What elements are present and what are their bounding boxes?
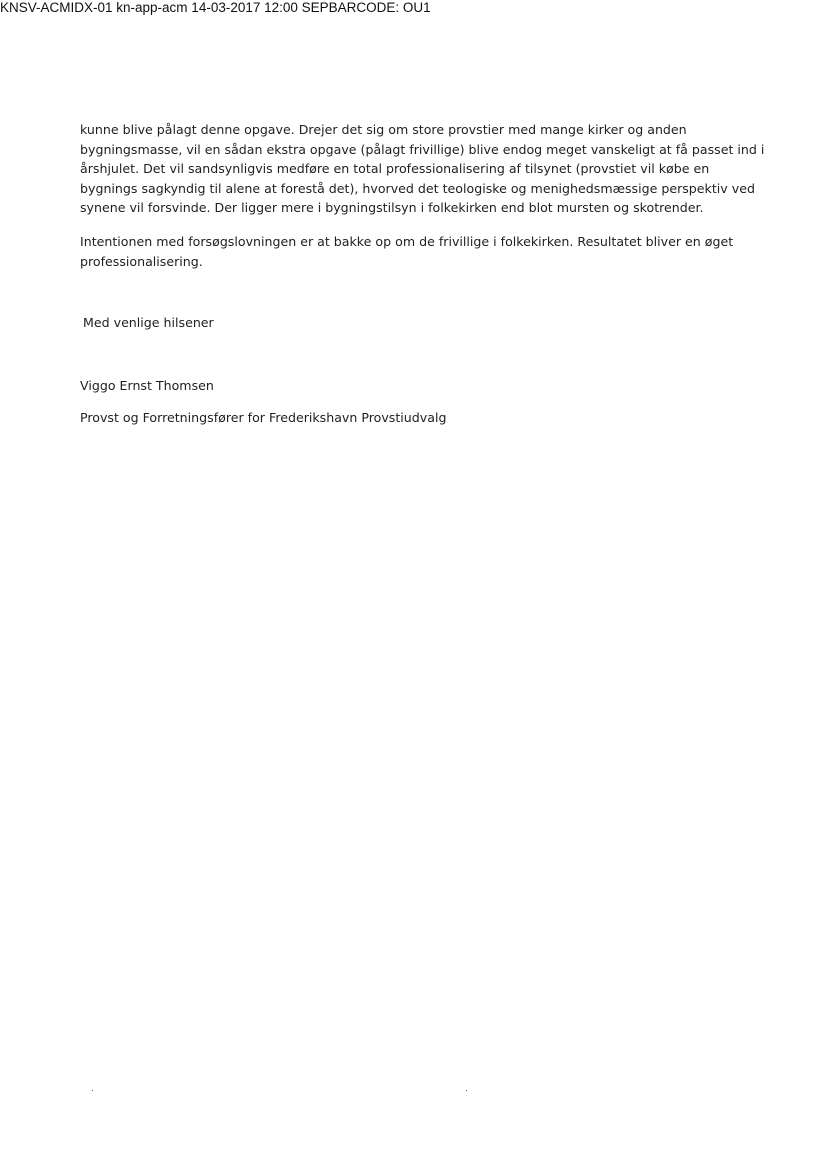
scan-speck xyxy=(92,1090,93,1091)
paragraph-1-line: bygningsmasse, vil en sådan ekstra opgave (pålagt frivillige) blive endog meget vanskeligt at få passet ind i xyxy=(80,141,765,157)
paragraph-2-line: Intentionen med forsøgslovningen er at bakke op om de frivillige i folkekirken. Resultatet bliver en øget xyxy=(80,234,734,249)
letter-closing: Med venlige hilsener xyxy=(83,315,214,330)
fax-header-stamp: KNSV-ACMIDX-01 kn-app-acm 14-03-2017 12:00 SEPBARCODE: OU1 xyxy=(0,0,431,15)
scan-speck xyxy=(466,1090,467,1091)
paragraph-1-line: synene vil forsvinde. Der ligger mere i bygningstilsyn i folkekirken end blot mursten og skotrender. xyxy=(80,200,704,215)
letter-paragraph-2 xyxy=(80,232,752,271)
paragraph-1-line: kunne blive pålagt denne opgave. Drejer det sig om store provstier med mange kirker og anden xyxy=(80,122,687,137)
paragraph-1-line: bygnings sagkyndig til alene at forestå det), hvorved det teologiske og menighedsmæssige perspektiv ved xyxy=(80,180,755,196)
paragraph-1-line: årshjulet. Det vil sandsynligvis medføre en total professionalisering af tilsynet (provstiet vil købe en xyxy=(80,161,710,176)
paragraph-2-line: professionalisering. xyxy=(80,253,203,269)
signer-name: Viggo Ernst Thomsen xyxy=(80,378,214,393)
signer-title: Provst og Forretningsfører for Frederikshavn Provstiudvalg xyxy=(80,410,447,425)
letter-paragraph-1 xyxy=(80,120,765,218)
